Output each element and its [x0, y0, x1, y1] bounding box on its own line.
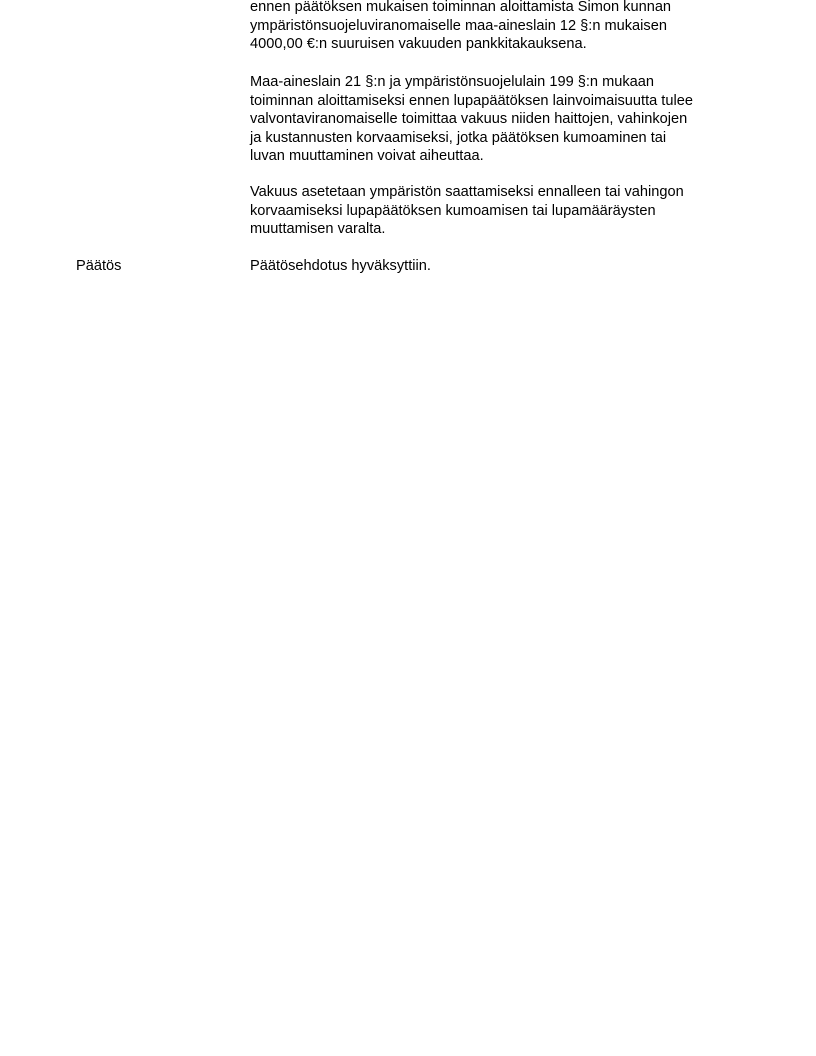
decision-row	[0, 257, 816, 276]
text-line: 4000,00 €:n suuruisen vakuuden pankkitakauksena.	[250, 36, 587, 52]
text-line: toiminnan aloittamiseksi ennen lupapäätöksen lainvoimaisuutta tulee	[250, 92, 693, 109]
text-line: muuttamisen varalta.	[250, 221, 386, 237]
text-line: ympäristönsuojeluviranomaiselle maa-aineslain 12 §:n mukaisen	[250, 17, 667, 34]
decision-text: Päätösehdotus hyväksyttiin.	[250, 258, 431, 274]
paragraph-legal-basis	[250, 73, 750, 166]
text-line: ja kustannusten korvaamiseksi, jotka päätöksen kumoaminen tai	[250, 129, 667, 146]
text-line: luvan muuttaminen voivat aiheuttaa.	[250, 148, 484, 164]
text-line: korvaamiseksi lupapäätöksen kumoamisen tai lupamääräysten	[250, 202, 656, 219]
text-line: ennen päätöksen mukaisen toiminnan aloittamista Simon kunnan	[250, 0, 672, 15]
paragraph-security-purpose	[250, 183, 750, 239]
text-line: valvontaviranomaiselle toimittaa vakuus niiden haittojen, vahinkojen	[250, 111, 688, 127]
text-line: Vakuus asetetaan ympäristön saattamiseksi ennalleen tai vahingon	[250, 184, 684, 200]
paragraph-security-requirement	[250, 0, 750, 54]
decision-label: Päätös	[76, 258, 122, 274]
text-line: Maa-aineslain 21 §:n ja ympäristönsuojelulain 199 §:n mukaan	[250, 74, 655, 90]
